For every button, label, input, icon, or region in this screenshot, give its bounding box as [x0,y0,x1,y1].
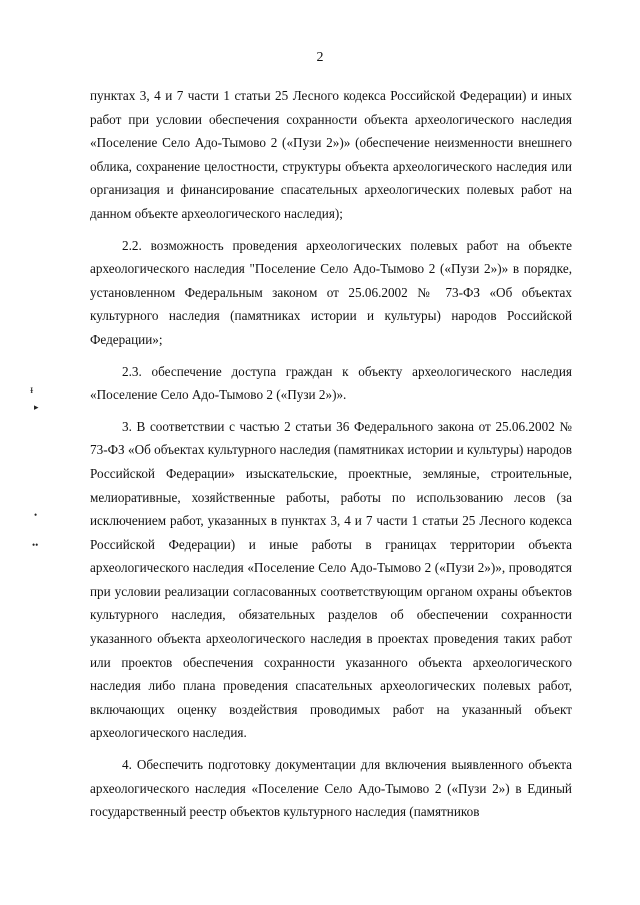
scan-mark: • [34,510,38,520]
page-number: 2 [316,50,324,65]
paragraph-3: 3. В соответствии с частью 2 статьи 36 Федерального закона от 25.06.2002 № 73-ФЗ «Об объектах культурного наследия (памятниках истории и культуры) народов Российской Федерации» изыскательские, проектные, земляные, строительные, мелиоративные, хозяйственные работы, работы по использованию лесов (за исключением работ, указанных в пунктах 3, 4 и 7 части 1 статьи 25 Лесного кодекса Российской Федерации) и иные работы в границах территории объекта археологического наследия «Поселение Село Адо-Тымово 2 («Пузи 2»)», проводятся при условии реализации согласованных соответствующим органом охраны объектов культурного наследия, обязательных разделов об обеспечении сохранности указанного объекта археологического наследия в проектах проведения таких работ или проектов обеспечения сохранности указанного объекта археологического наследия либо плана проведения спасательных археологических полевых работ, включающих оценку воздействия проводимых работ на указанный объект археологического наследия. [90,418,572,741]
document-body [90,84,572,824]
scan-mark: •• [32,540,39,550]
paragraph-2-3: 2.3. обеспечение доступа граждан к объекту археологического наследия «Поселение Село Адо-Тымово 2 («Пузи 2»)». [90,363,572,403]
scan-mark: ᵻ [30,382,34,396]
paragraph-continuation: пунктах 3, 4 и 7 части 1 статьи 25 Лесного кодекса Российской Федерации) и иных работ при условии обеспечения сохранности объекта археологического наследия «Поселение Село Адо-Тымово 2 («Пузи 2»)» (обеспечение неизменности внешнего облика, сохранение целостности, структуры объекта археологического наследия или организация и финансирование спасательных археологических полевых работ на данном объекте археологического наследия); [90,88,572,221]
paragraph-2-2: 2.2. возможность проведения археологических полевых работ на объекте археологического наследия "Поселение Село Адо-Тымово 2 («Пузи 2»)» в порядке, установленном Федеральным законом от 25.06.2002 № 73-ФЗ «Об объектах культурного наследия (памятниках истории и культуры) народов Российской Федерации»; [90,237,572,347]
scan-mark: ▸ [34,402,39,412]
paragraph-4: 4. Обеспечить подготовку документации для включения выявленного объекта археологического наследия «Поселение Село Адо-Тымово 2 («Пузи 2») в Единый государственный реестр объектов культурного наследия (памятников [90,757,572,820]
